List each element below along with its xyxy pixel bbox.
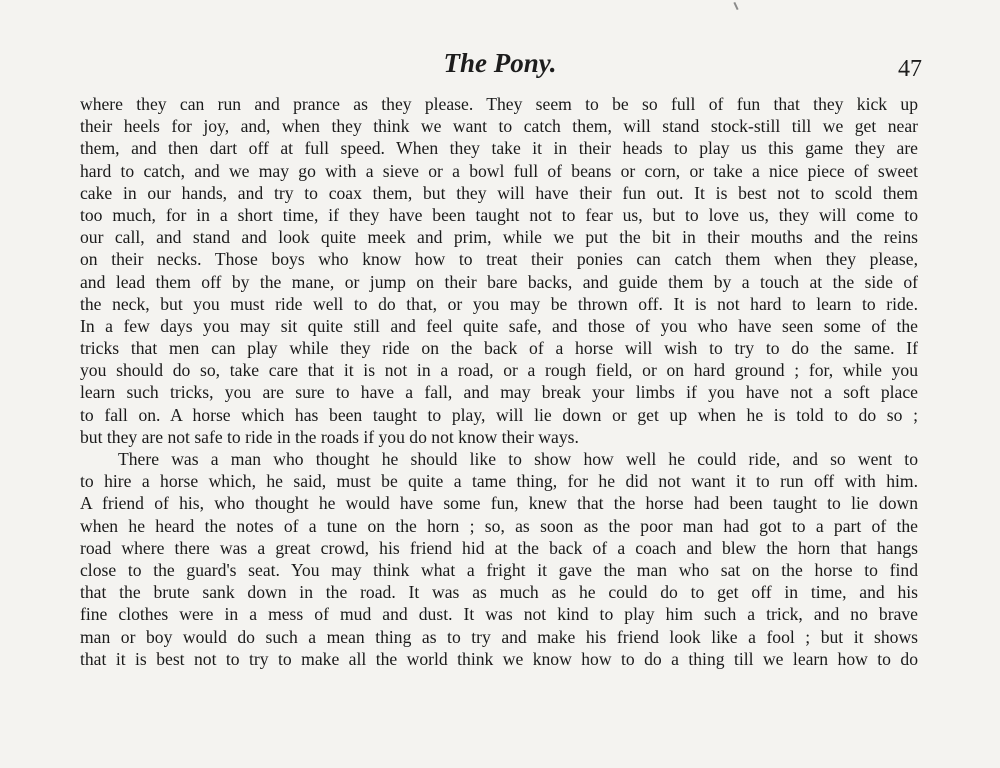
text-line: them, and then dart off at full speed. When they take it in their heads to play us this game they are [80, 138, 918, 159]
text-line: on their necks. Those boys who know how to treat their ponies can catch them when they please, [80, 249, 918, 270]
text-line: fine clothes were in a mess of mud and dust. It was not kind to play him such a trick, and no brave [80, 604, 918, 625]
text-line: that the brute sank down in the road. It was as much as he could do to get off in time, and his [80, 582, 918, 603]
text-line: where they can run and prance as they please. They seem to be so full of fun that they kick up [80, 94, 918, 114]
text-line: road where there was a great crowd, his friend hid at the back of a coach and blew the horn that hangs [80, 537, 918, 558]
text-line: tricks that men can play while they ride on the back of a horse will wish to try to do the same. If [80, 338, 918, 359]
text-line: the neck, but you must ride well to do that, or you may be thrown off. It is not hard to learn to ride. [80, 293, 918, 314]
page-number: 47 [898, 56, 922, 82]
paragraph-start-line: There was a man who thought he should like to show how well he could ride, and so went to [118, 449, 918, 469]
text-line: you should do so, take care that it is not in a road, or a rough field, or on hard ground ; for, while you [80, 360, 918, 381]
text-line: hard to catch, and we may go with a sieve or a bowl full of beans or corn, or take a nice piece of sweet [80, 160, 918, 181]
text-line: cake in our hands, and try to coax them, but they will have their fun out. It is best not to scold them [80, 182, 918, 203]
stray-ink-mark [733, 2, 738, 10]
text-line: too much, for in a short time, if they have been taught not to fear us, but to love us, they will come to [80, 204, 918, 225]
text-line: man or boy would do such a mean thing as to try and make his friend look like a fool ; but it shows [80, 626, 918, 647]
text-line: to fall on. A horse which has been taught to play, will lie down or get up when he is told to do so ; [80, 404, 918, 425]
body-text [80, 93, 918, 670]
text-line: our call, and stand and look quite meek and prim, while we put the bit in their mouths and the reins [80, 227, 918, 248]
text-line: to hire a horse which, he said, must be quite a tame thing, for he did not want it to run off with him. [80, 471, 918, 492]
text-line: A friend of his, who thought he would have some fun, knew that the horse had been taught to lie down [80, 493, 918, 514]
text-line: close to the guard's seat. You may think what a fright it gave the man who sat on the horse to find [80, 559, 918, 580]
page-title: The Pony. [443, 48, 557, 78]
text-line: In a few days you may sit quite still and feel quite safe, and those of you who have seen some of the [80, 315, 918, 336]
text-line: learn such tricks, you are sure to have a fall, and may break your limbs if you have not a soft place [80, 382, 918, 403]
text-line: and lead them off by the mane, or jump on their bare backs, and guide them by a touch at the side of [80, 271, 918, 292]
text-line: when he heard the notes of a tune on the horn ; so, as soon as the poor man had got to a part of the [80, 515, 918, 536]
text-line: that it is best not to try to make all the world think we know how to do a thing till we learn how to do [80, 648, 918, 669]
text-line: their heels for joy, and, when they think we want to catch them, will stand stock-still till we get near [80, 116, 918, 137]
paragraph-end-line: but they are not safe to ride in the roads if you do not know their ways. [80, 426, 579, 447]
